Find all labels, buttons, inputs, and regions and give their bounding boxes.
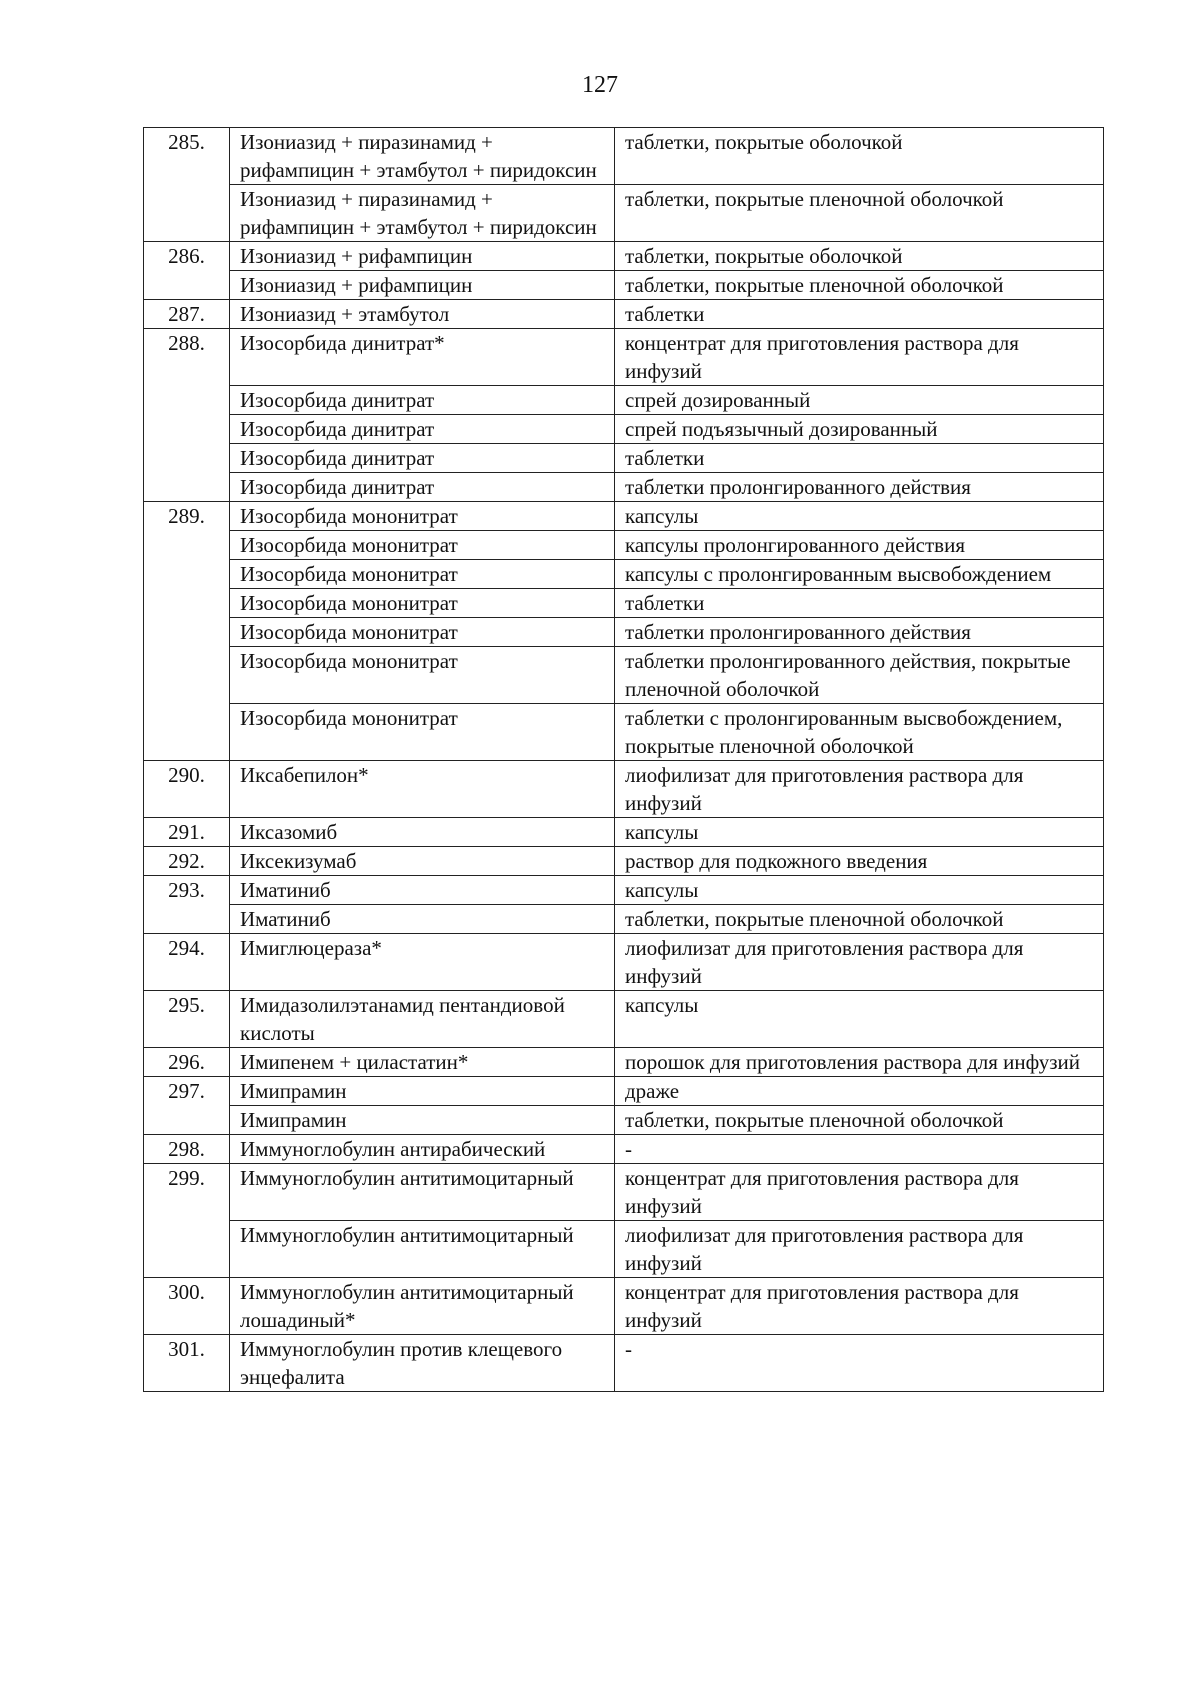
table-row [144, 647, 1104, 704]
table-row [144, 502, 1104, 531]
table-row [144, 818, 1104, 847]
dosage-form-cell: таблетки, покрытые оболочкой [615, 128, 1104, 185]
drug-name-cell: Изосорбида динитрат [230, 473, 615, 502]
drug-name-cell: Изосорбида динитрат [230, 386, 615, 415]
drug-name-cell: Имипрамин [230, 1106, 615, 1135]
dosage-form-cell: лиофилизат для приготовления раствора для инфузий [615, 934, 1104, 991]
table-row [144, 1221, 1104, 1278]
dosage-form-cell: - [615, 1335, 1104, 1392]
dosage-form-cell: - [615, 1135, 1104, 1164]
dosage-form-cell: драже [615, 1077, 1104, 1106]
dosage-form-cell: таблетки [615, 300, 1104, 329]
table-row [144, 1164, 1104, 1221]
drug-name-cell: Изониазид + пиразинамид + рифампицин + этамбутол + пиридоксин [230, 128, 615, 185]
drug-name-cell: Иммуноглобулин антитимоцитарный [230, 1221, 615, 1278]
drug-name-cell: Изониазид + рифампицин [230, 271, 615, 300]
drug-table [143, 127, 1104, 1392]
row-number-cell: 297. [144, 1077, 230, 1135]
dosage-form-cell: лиофилизат для приготовления раствора для инфузий [615, 1221, 1104, 1278]
table-row [144, 704, 1104, 761]
drug-name-cell: Иксабепилон* [230, 761, 615, 818]
dosage-form-cell: капсулы [615, 502, 1104, 531]
row-number-cell: 287. [144, 300, 230, 329]
drug-name-cell: Изосорбида мононитрат [230, 647, 615, 704]
dosage-form-cell: таблетки, покрытые пленочной оболочкой [615, 185, 1104, 242]
table-row [144, 1278, 1104, 1335]
row-number-cell: 301. [144, 1335, 230, 1392]
dosage-form-cell: раствор для подкожного введения [615, 847, 1104, 876]
table-row [144, 934, 1104, 991]
table-row [144, 761, 1104, 818]
dosage-form-cell: концентрат для приготовления раствора для инфузий [615, 329, 1104, 386]
dosage-form-cell: таблетки [615, 589, 1104, 618]
drug-name-cell: Имидазолилэтанамид пентандиовой кислоты [230, 991, 615, 1048]
dosage-form-cell: таблетки пролонгированного действия [615, 473, 1104, 502]
row-number-cell: 298. [144, 1135, 230, 1164]
dosage-form-cell: таблетки, покрытые пленочной оболочкой [615, 1106, 1104, 1135]
drug-name-cell: Иматиниб [230, 876, 615, 905]
drug-name-cell: Изосорбида мононитрат [230, 618, 615, 647]
drug-name-cell: Изосорбида мононитрат [230, 502, 615, 531]
drug-name-cell: Иммуноглобулин антитимоцитарный лошадиный* [230, 1278, 615, 1335]
table-row [144, 589, 1104, 618]
table-row [144, 1077, 1104, 1106]
dosage-form-cell: концентрат для приготовления раствора для инфузий [615, 1278, 1104, 1335]
table-row [144, 1048, 1104, 1077]
row-number-cell: 289. [144, 502, 230, 761]
table-row [144, 300, 1104, 329]
drug-name-cell: Изониазид + рифампицин [230, 242, 615, 271]
dosage-form-cell: капсулы [615, 818, 1104, 847]
row-number-cell: 291. [144, 818, 230, 847]
table-row [144, 1106, 1104, 1135]
drug-name-cell: Имиглюцераза* [230, 934, 615, 991]
dosage-form-cell: таблетки с пролонгированным высвобождением, покрытые пленочной оболочкой [615, 704, 1104, 761]
table-row [144, 444, 1104, 473]
drug-name-cell: Иксекизумаб [230, 847, 615, 876]
table-row [144, 473, 1104, 502]
dosage-form-cell: капсулы с пролонгированным высвобождением [615, 560, 1104, 589]
table-row [144, 1335, 1104, 1392]
dosage-form-cell: спрей подъязычный дозированный [615, 415, 1104, 444]
drug-name-cell: Изосорбида мононитрат [230, 589, 615, 618]
table-row [144, 185, 1104, 242]
dosage-form-cell: спрей дозированный [615, 386, 1104, 415]
row-number-cell: 299. [144, 1164, 230, 1278]
row-number-cell: 296. [144, 1048, 230, 1077]
table-row [144, 991, 1104, 1048]
table-row [144, 1135, 1104, 1164]
dosage-form-cell: таблетки, покрытые оболочкой [615, 242, 1104, 271]
drug-name-cell: Изосорбида динитрат* [230, 329, 615, 386]
dosage-form-cell: капсулы пролонгированного действия [615, 531, 1104, 560]
table-row [144, 271, 1104, 300]
drug-name-cell: Имипенем + циластатин* [230, 1048, 615, 1077]
drug-name-cell: Изониазид + пиразинамид + рифампицин + этамбутол + пиридоксин [230, 185, 615, 242]
drug-name-cell: Изосорбида мононитрат [230, 531, 615, 560]
row-number-cell: 295. [144, 991, 230, 1048]
dosage-form-cell: порошок для приготовления раствора для инфузий [615, 1048, 1104, 1077]
table-row [144, 560, 1104, 589]
row-number-cell: 285. [144, 128, 230, 242]
row-number-cell: 286. [144, 242, 230, 300]
drug-name-cell: Иммуноглобулин против клещевого энцефалита [230, 1335, 615, 1392]
row-number-cell: 294. [144, 934, 230, 991]
drug-name-cell: Изосорбида мононитрат [230, 704, 615, 761]
dosage-form-cell: таблетки, покрытые пленочной оболочкой [615, 905, 1104, 934]
drug-name-cell: Изониазид + этамбутол [230, 300, 615, 329]
drug-name-cell: Иматиниб [230, 905, 615, 934]
drug-table-body [144, 128, 1104, 1392]
row-number-cell: 290. [144, 761, 230, 818]
drug-name-cell: Иммуноглобулин антирабический [230, 1135, 615, 1164]
dosage-form-cell: таблетки [615, 444, 1104, 473]
dosage-form-cell: капсулы [615, 991, 1104, 1048]
table-row [144, 415, 1104, 444]
row-number-cell: 300. [144, 1278, 230, 1335]
dosage-form-cell: таблетки, покрытые пленочной оболочкой [615, 271, 1104, 300]
drug-name-cell: Иммуноглобулин антитимоцитарный [230, 1164, 615, 1221]
drug-name-cell: Иксазомиб [230, 818, 615, 847]
table-row [144, 876, 1104, 905]
table-row [144, 618, 1104, 647]
dosage-form-cell: капсулы [615, 876, 1104, 905]
drug-name-cell: Изосорбида динитрат [230, 415, 615, 444]
table-row [144, 329, 1104, 386]
drug-name-cell: Изосорбида мононитрат [230, 560, 615, 589]
dosage-form-cell: таблетки пролонгированного действия, покрытые пленочной оболочкой [615, 647, 1104, 704]
table-row [144, 242, 1104, 271]
table-row [144, 905, 1104, 934]
dosage-form-cell: таблетки пролонгированного действия [615, 618, 1104, 647]
table-row [144, 847, 1104, 876]
table-row [144, 386, 1104, 415]
row-number-cell: 288. [144, 329, 230, 502]
table-row [144, 531, 1104, 560]
drug-name-cell: Имипрамин [230, 1077, 615, 1106]
drug-name-cell: Изосорбида динитрат [230, 444, 615, 473]
dosage-form-cell: лиофилизат для приготовления раствора для инфузий [615, 761, 1104, 818]
row-number-cell: 293. [144, 876, 230, 934]
dosage-form-cell: концентрат для приготовления раствора для инфузий [615, 1164, 1104, 1221]
row-number-cell: 292. [144, 847, 230, 876]
page-number: 127 [582, 72, 618, 98]
table-row [144, 128, 1104, 185]
